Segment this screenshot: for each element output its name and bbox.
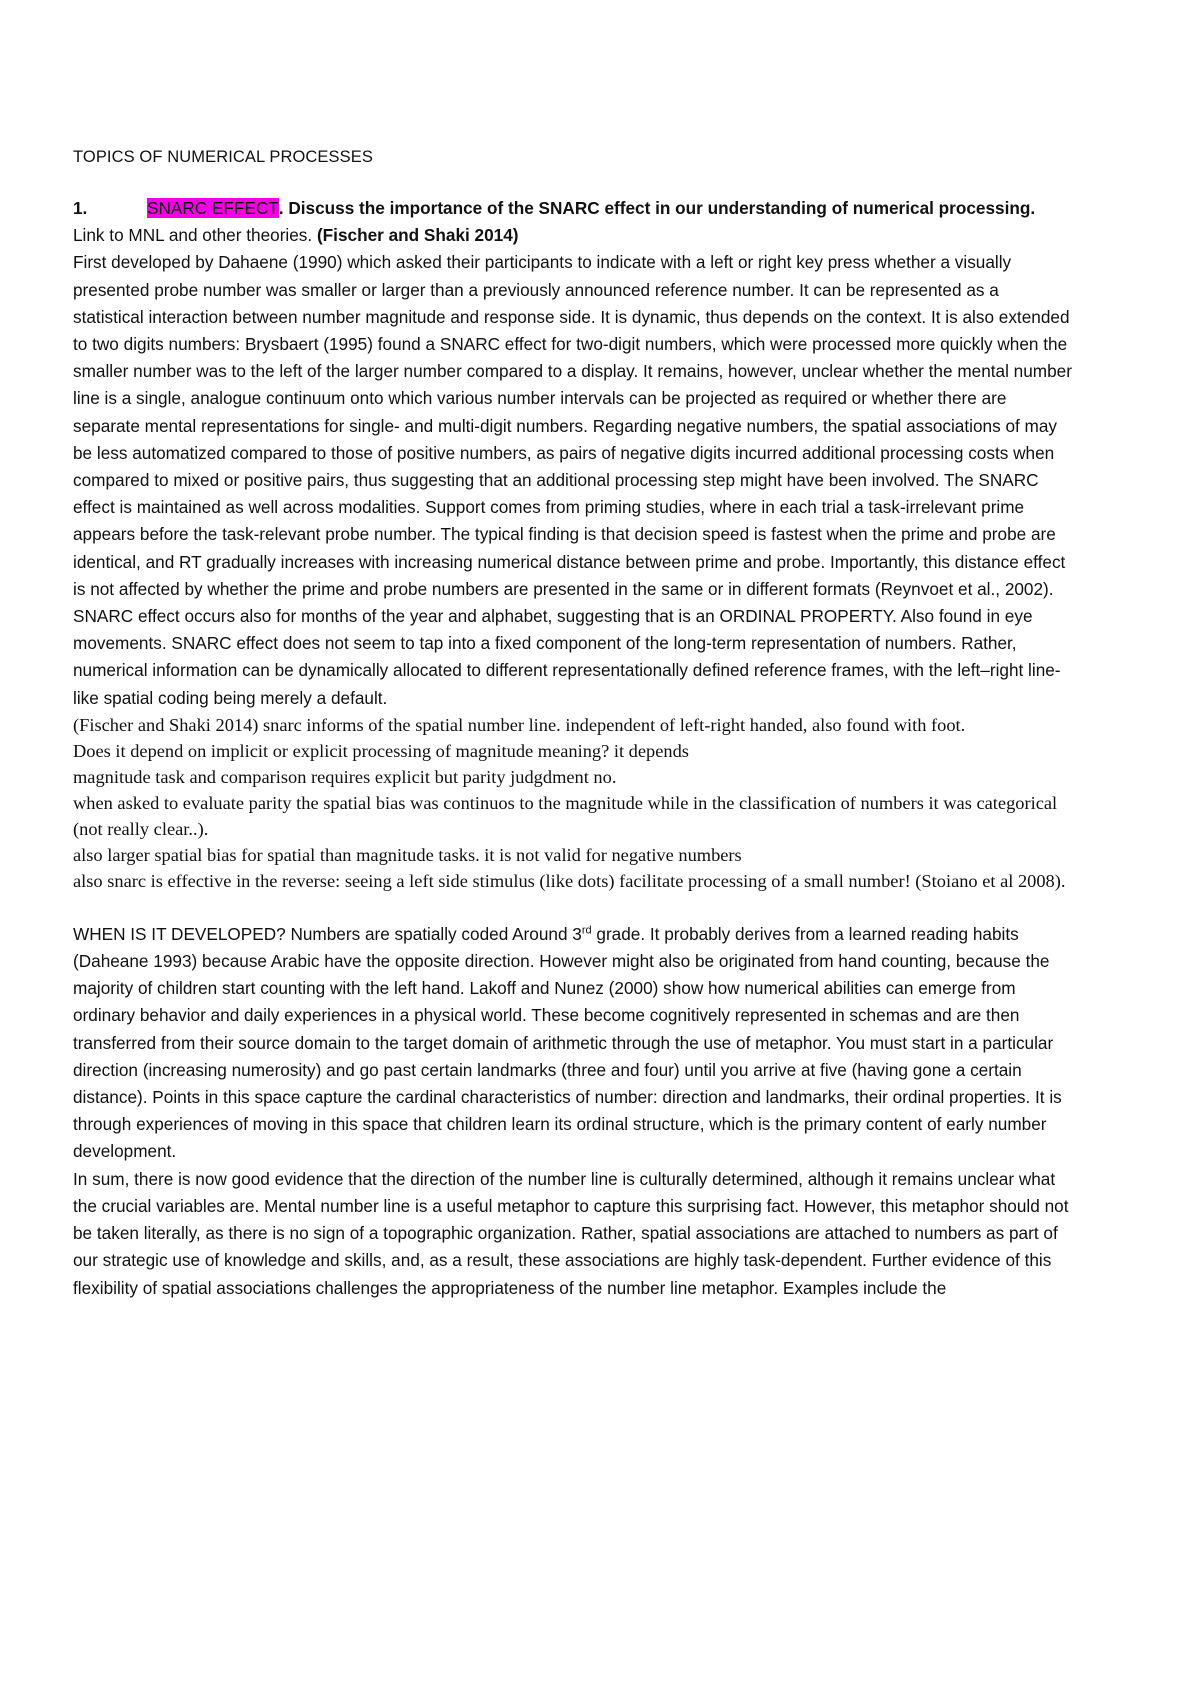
question-heading: [73, 195, 1073, 222]
serif-line: (Fischer and Shaki 2014) snarc informs of the spatial number line. independent of left-right handed, also found with foot.: [73, 714, 966, 735]
document-page: [73, 148, 1073, 1302]
serif-notes: [73, 712, 1073, 894]
development-paragraph: [73, 921, 1073, 1166]
blank-line: [73, 894, 1073, 921]
ordinal-superscript: rd: [581, 924, 592, 937]
link-citation: (Fischer and Shaki 2014): [316, 225, 519, 246]
development-text-start: WHEN IS IT DEVELOPED? Numbers are spatially coded Around 3: [73, 923, 582, 944]
document-title: TOPICS OF NUMERICAL PROCESSES: [73, 148, 373, 166]
question-number: 1.: [73, 198, 88, 218]
serif-line: Does it depend on implicit or explicit processing of magnitude meaning? it depends: [73, 740, 689, 761]
serif-line: magnitude task and comparison requires explicit but parity judgdment no.: [73, 766, 617, 787]
highlighted-topic: SNARC EFFECT: [147, 198, 279, 218]
serif-line: also larger spatial bias for spatial than magnitude tasks. it is not valid for negative numbers: [73, 844, 742, 865]
link-line: [73, 222, 1073, 249]
summary-paragraph: In sum, there is now good evidence that the direction of the number line is culturally determined, although it remains unclear what the crucial variables are. Mental number line is a useful metaphor to capture this surprising fact. However, this metaphor should not be taken literally, as there is no sign of a topographic organization. Rather, spatial associations are attached to numbers as part of our strategic use of knowledge and skills, and, as a result, these associations are highly task-dependent. Further evidence of this flexibility of spatial associations challenges the appropriateness of the number line metaphor. Examples include the: [73, 1168, 1069, 1298]
body-paragraph-1: First developed by Dahaene (1990) which asked their participants to indicate with a left or right key press whether a visually presented probe number was smaller or larger than a previously announced reference number. It can be represented as a statistical interaction between number magnitude and response side. It is dynamic, thus depends on the context. It is also extended to two digits numbers: Brysbaert (1995) found a SNARC effect for two-digit numbers, which were processed more quickly when the smaller number was to the left of the larger number compared to a display. It remains, however, unclear whether the mental number line is a single, analogue continuum onto which various number intervals can be projected as required or whether there are separate mental representations for single- and multi-digit numbers. Regarding negative numbers, the spatial associations of may be less automatized compared to those of positive numbers, as pairs of negative digits incurred additional processing costs when compared to mixed or positive pairs, thus suggesting that an additional processing step might have been involved. The SNARC effect is maintained as well across modalities. Support comes from priming studies, where in each trial a task-irrelevant prime appears before the task-relevant probe number. The typical finding is that decision speed is fastest when the prime and probe are identical, and RT gradually increases with increasing numerical distance between prime and probe. Importantly, this distance effect is not affected by whether the prime and probe numbers are presented in the same or in different formats (Reynvoet et al., 2002).: [73, 252, 1072, 599]
serif-line: when asked to evaluate parity the spatial bias was continuos to the magnitude while in the classification of numbers it was categorical (not really clear..).: [73, 792, 1058, 839]
development-text-rest: grade. It probably derives from a learned reading habits (Daheane 1993) because Arabic have the opposite direction. However might also be originated from hand counting, because the majority of children start counting with the left hand. Lakoff and Nunez (2000) show how numerical abilities can emerge from ordinary behavior and daily experiences in a physical world. These become cognitively represented in schemas and are then transferred from their source domain to the target domain of arithmetic through the use of metaphor. You must start in a particular direction (increasing numerosity) and go past certain landmarks (three and four) until you arrive at five (having gone a certain distance). Points in this space capture the cardinal characteristics of number: direction and landmarks, their ordinal properties. It is through experiences of moving in this space that children learn its ordinal structure, which is the primary content of early number development.: [73, 923, 1062, 1162]
serif-line: also snarc is effective in the reverse: seeing a left side stimulus (like dots) facilitate processing of a small number! (Stoiano et al 2008).: [73, 870, 1066, 891]
body-paragraph-2: SNARC effect occurs also for months of the year and alphabet, suggesting that is an ORDINAL PROPERTY. Also found in eye movements. SNARC effect does not seem to tap into a fixed component of the long-term representation of numbers. Rather, numerical information can be dynamically allocated to different representationally defined reference frames, with the left–right line-like spatial coding being merely a default.: [73, 606, 1061, 708]
question-text: . Discuss the importance of the SNARC effect in our understanding of numerical processing.: [278, 198, 1036, 218]
link-text: Link to MNL and other theories.: [73, 225, 317, 246]
